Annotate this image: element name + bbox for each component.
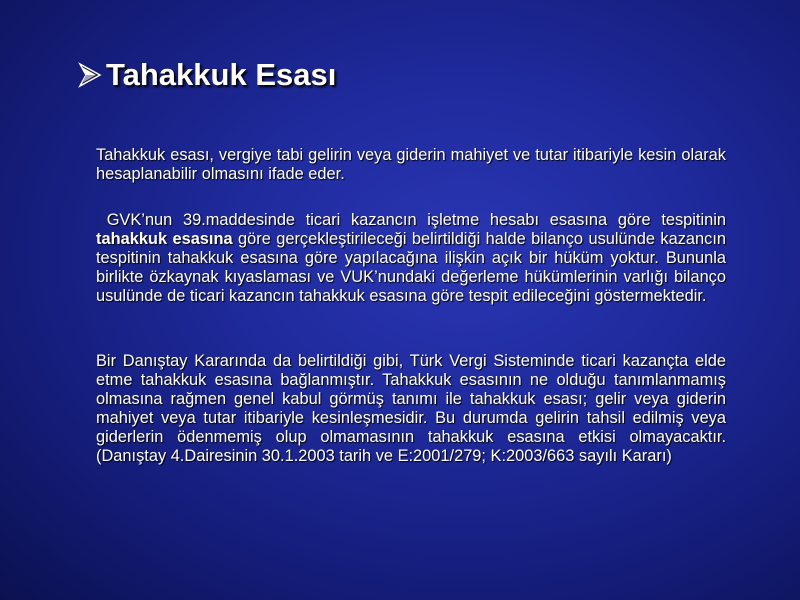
paragraph-definition: Tahakkuk esası, vergiye tabi gelirin veya giderin mahiyet ve tutar itibariyle kesin olarak hesaplanabilir olmasını ifade eder. xyxy=(96,146,726,183)
paragraph-danistay: Bir Danıştay Kararında da belirtildiği gibi, Türk Vergi Sisteminde ticari kazançta elde etme tahakkuk esasına bağlanmıştır. Tahakkuk esasının ne olduğu tanımlanmamış olmasına rağmen genel kabul görmüş tanımı ile tahakkuk esası; gelir veya giderin mahiyet veya tutar itibariyle kesinleşmesidir. Bu durumda gelirin tahsil edilmiş veya giderlerin ödenmemiş olup olmamasının tahakkuk esasına etkisi olmayacaktır. (Danıştay 4.Dairesinin 30.1.2003 tarih ve E:2001/279; K:2003/663 sayılı Kararı) xyxy=(96,352,726,465)
paragraph-gvk-after: göre gerçekleştirileceği belirtildiği halde bilanço usulünde kazancın tespitinin tahakkuk esasına göre yapılacağına ilişkin açık bir hüküm yoktur. Bununla birlikte özkaynak kıyaslaması ve VUK’nundaki değerleme hükümlerinin varlığı bilanço usulünde de ticari kazancın tahakkuk esasına göre tespit edileceğini göstermektedir. xyxy=(96,230,726,305)
paragraph-gvk-before: GVK’nun 39.maddesinde ticari kazancın işletme hesabı esasına göre tespitinin xyxy=(106,211,727,229)
arrowhead-bullet-icon xyxy=(76,62,102,88)
paragraph-gvk-emphasis: tahakkuk esasına xyxy=(96,230,233,248)
slide-title: Tahakkuk Esası xyxy=(106,57,337,92)
title-row xyxy=(76,58,336,92)
paragraph-gvk xyxy=(96,211,726,306)
